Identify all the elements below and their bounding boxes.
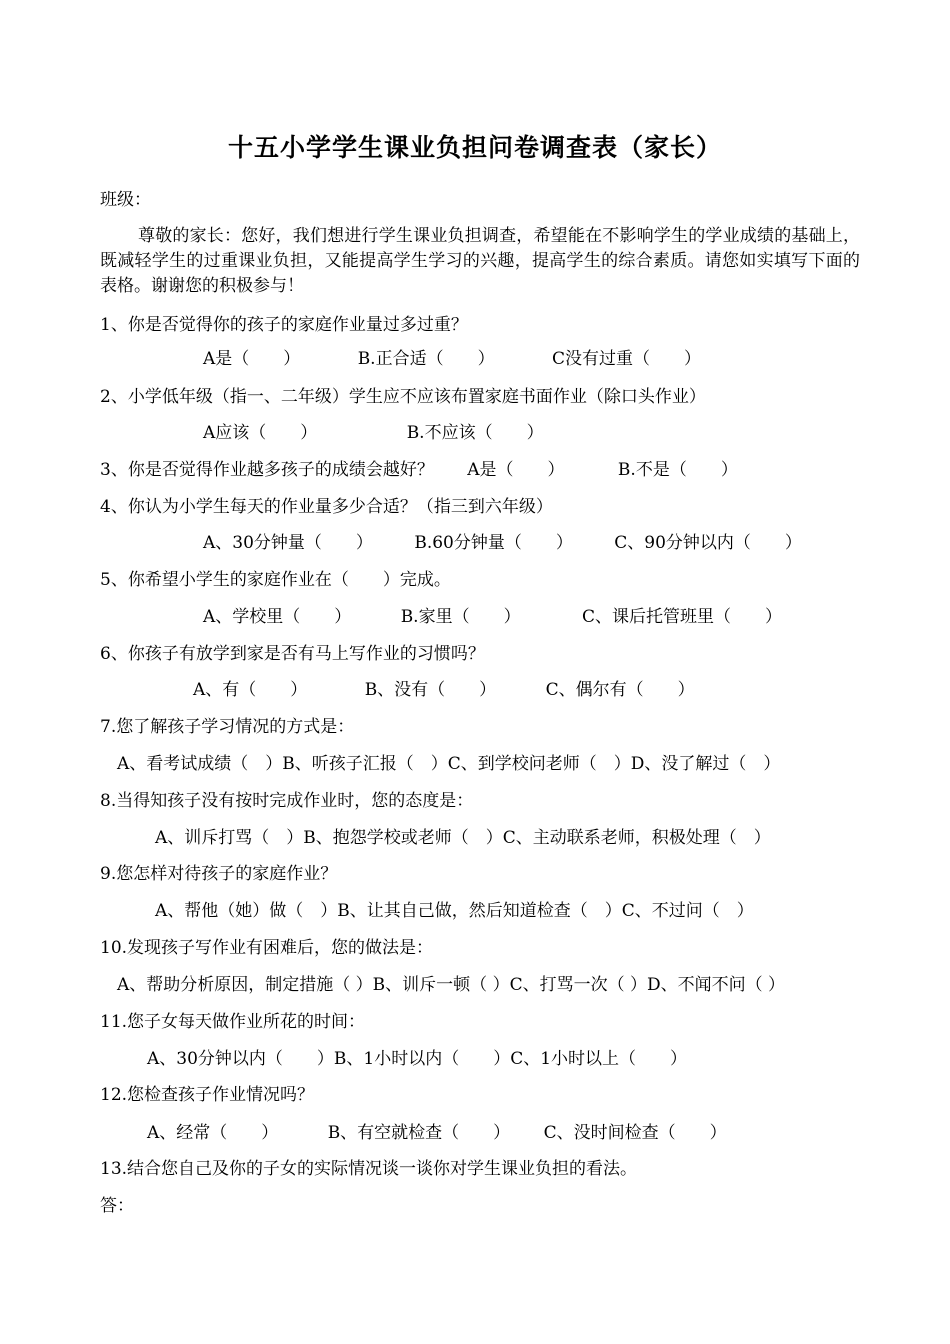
q3-option-a[interactable]: A是（ ） (467, 460, 565, 480)
q8-options-line[interactable]: A、训斥打骂（ ）B、抱怨学校或老师（ ）C、主动联系老师，积极处理（ ） (155, 828, 771, 848)
intro-paragraph: 尊敬的家长：您好，我们想进行学生课业负担调查，希望能在不影响学生的学业成绩的基础上，既减轻学生的过重课业负担，又能提高学生学习的兴趣，提高学生的综合素质。请您如实填写下面的表格。谢谢您的积极参与！ (100, 226, 860, 296)
q4-option-a[interactable]: A、30分钟量（ ） (203, 533, 373, 553)
q2-option-b[interactable]: B.不应该（ ） (406, 423, 544, 443)
question-6-options (193, 677, 695, 703)
question-1: 1、你是否觉得你的孩子的家庭作业量过多过重？ (100, 315, 468, 335)
question-5-options (203, 604, 782, 630)
q4-option-b[interactable]: B.60分钟量（ ） (414, 533, 573, 553)
question-3: 3、你是否觉得作业越多孩子的成绩会越好？ (100, 460, 434, 480)
question-9-options (155, 898, 754, 924)
question-4-options (203, 530, 802, 556)
question-8-options (155, 825, 771, 851)
q12-option-a[interactable]: A、经常（ ） (147, 1123, 279, 1143)
question-12: 12.您检查孩子作业情况吗？ (100, 1085, 315, 1105)
q5-option-a[interactable]: A、学校里（ ） (203, 607, 352, 627)
question-7-options (117, 751, 780, 777)
q2-option-a[interactable]: A应该（ ） (203, 423, 318, 443)
q1-option-b[interactable]: B.正合适（ ） (357, 349, 495, 369)
q10-options-line[interactable]: A、帮助分析原因，制定措施（ ）B、训斥一顿（ ）C、打骂一次（ ）D、不闻不问（ ） (117, 975, 786, 995)
q6-option-b[interactable]: B、没有（ ） (364, 680, 497, 700)
question-8: 8.当得知孩子没有按时完成作业时，您的态度是： (100, 791, 474, 811)
question-1-options (203, 346, 701, 372)
question-5: 5、你希望小学生的家庭作业在（ ）完成。 (100, 570, 451, 590)
q5-option-c[interactable]: C、课后托管班里（ ） (582, 607, 783, 627)
question-12-options (147, 1120, 727, 1146)
question-13: 13.结合您自己及你的子女的实际情况谈一谈你对学生课业负担的看法。 (100, 1159, 638, 1179)
q7-options-line[interactable]: A、看考试成绩（ ）B、听孩子汇报（ ）C、到学校问老师（ ）D、没了解过（ ） (117, 754, 781, 774)
question-10: 10.发现孩子写作业有困难后，您的做法是： (100, 938, 434, 958)
q4-option-c[interactable]: C、90分钟以内（ ） (614, 533, 802, 553)
q3-option-b[interactable]: B.不是（ ） (617, 460, 738, 480)
q1-option-c[interactable]: C没有过重（ ） (552, 349, 702, 369)
question-2-options (203, 420, 544, 446)
question-3-row (100, 457, 738, 483)
q12-option-b[interactable]: B、有空就检查（ ） (327, 1123, 511, 1143)
question-6: 6、你孩子有放学到家是否有马上写作业的习惯吗？ (100, 644, 485, 664)
q9-options-line[interactable]: A、帮他（她）做（ ）B、让其自己做，然后知道检查（ ）C、不过问（ ） (155, 901, 754, 921)
q6-option-a[interactable]: A、有（ ） (193, 680, 308, 700)
question-9: 9.您怎样对待孩子的家庭作业？ (100, 864, 338, 884)
answer-label: 答： (100, 1196, 134, 1216)
q6-option-c[interactable]: C、偶尔有（ ） (545, 680, 695, 700)
q5-option-b[interactable]: B.家里（ ） (400, 607, 521, 627)
q11-options-line[interactable]: A、30分钟以内（ ）B、1小时以内（ ）C、1小时以上（ ） (147, 1049, 688, 1069)
class-label: 班级： (100, 190, 151, 210)
question-11: 11.您子女每天做作业所花的时间： (100, 1012, 366, 1032)
q1-option-a[interactable]: A是（ ） (203, 349, 301, 369)
question-10-options (117, 972, 785, 998)
question-4: 4、你认为小学生每天的作业量多少合适？（指三到六年级） (100, 497, 553, 517)
page-title: 十五小学学生课业负担问卷调查表（家长） (227, 133, 722, 162)
question-7: 7.您了解孩子学习情况的方式是： (100, 717, 355, 737)
q12-option-c[interactable]: C、没时间检查（ ） (543, 1123, 727, 1143)
question-2: 2、小学低年级（指一、二年级）学生应不应该布置家庭书面作业（除口头作业） (100, 387, 706, 407)
question-11-options (147, 1046, 687, 1072)
